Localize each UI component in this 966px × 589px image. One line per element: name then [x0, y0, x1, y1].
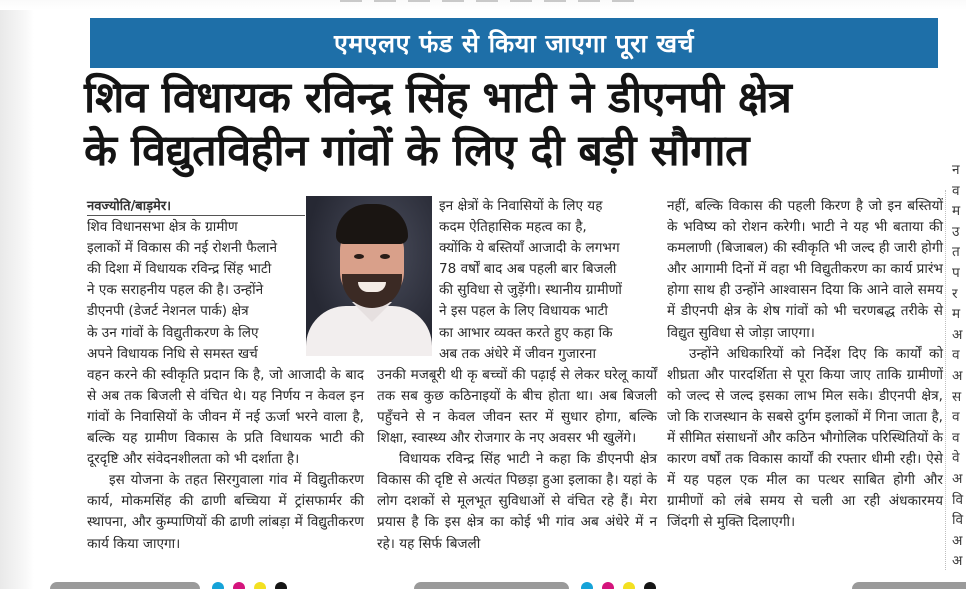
- fragment-line: उ: [952, 223, 960, 240]
- dateline: नवज्योति/बाड़मेर।: [87, 198, 305, 216]
- paragraph-5: उन्होंने अधिकारियों को निर्देश दिए कि कार्यों को शीघ्रता और पारदर्शिता से पूरा किया जाए ताकि ग्रामीणों को जल्द से जल्द इसका लाभ मिल सके। डीएनपी क्षेत्र, जो कि राजस्थान के सबसे दुर्गम इलाकों में गिना जाता है, में सीमित संसाधनों और कठिन भौगोलिक परिस्थितियों के कारण वर्षों तक विकास कार्यों की रफ्तार धीमी रही। ऐसे में यह पहल एक मील का पत्थर साबित होगी और ग्रामीणों को लंबे समय से चली आ रही अंधकारमय जिंदगी से मुक्ति दिलाएगी।: [667, 345, 943, 531]
- adjacent-article-fragment: [952, 160, 966, 580]
- fragment-line: अ: [952, 532, 963, 549]
- paragraph-1-continued: वहन करने की स्वीकृति प्रदान कि है, जो आजादी के बाद से अब तक बिजली से वंचित थे। यह निर्णय न केवल इन गांवों के निवासियों के जीवन में नई ऊर्जा भरने वाला है, बल्कि यह ग्रामीण विकास के प्रति विधायक भाटी की दूरदृष्टि और संवेदनशीलता को भी दर्शाता है।: [87, 366, 364, 468]
- kicker-banner: [90, 18, 938, 68]
- paragraph-3-continued: उनकी मजबूरी थी कृ बच्चों की पढ़ाई से लेकर घरेलू कार्यों तक सब कुछ कठिनाइयों के बीच होता था। अब बिजली पहुँचने से न केवल जीवन स्तर में सुधार होगा, बल्कि शिक्षा, स्वास्थ्य और रोजगार के नए अवसर भी खुलेंगे।: [377, 366, 657, 447]
- fragment-line: व: [952, 409, 960, 426]
- article-column-3: [667, 196, 943, 534]
- yellow-dot: [254, 582, 266, 589]
- paragraph-1-narrow: [87, 217, 303, 365]
- page-edge-shadow: [0, 0, 34, 589]
- column-rule: [945, 190, 946, 570]
- yellow-dot: [623, 582, 635, 589]
- paragraph-3-narrow: [439, 196, 657, 365]
- previous-article-bleed: [340, 0, 740, 4]
- text-line: का आभार व्यक्त करते हुए कहा कि: [439, 324, 613, 341]
- text-line: शिव विधानसभा क्षेत्र के ग्रामीण: [87, 219, 238, 236]
- fragment-line: व: [952, 347, 960, 364]
- fragment-line: व: [952, 429, 960, 446]
- text-line: 78 वर्षों बाद अब पहली बार बिजली: [439, 261, 617, 278]
- paragraph-4: विधायक रविन्द्र सिंह भाटी ने कहा कि डीएनपी क्षेत्र विकास की दृष्टि से अत्यंत पिछड़ा हुआ इलाका है। यहां के लोग दशकों से मूलभूत सुविधाओं से वंचित रहे हैं। मेरा प्रयास है कि इस क्षेत्र का कोई भी गांव अब अंधेरे में न रहे। यह सिर्फ बिजली: [377, 451, 657, 552]
- fragment-line: प: [952, 264, 960, 281]
- text-line: के उन गांवों के विद्युतीकरण के लिए: [87, 324, 259, 341]
- text-line: इन क्षेत्रों के निवासियों के लिए यह: [439, 198, 603, 214]
- text-line: डीएनपी (डेजर्ट नेशनल पार्क) क्षेत्र: [87, 303, 249, 320]
- fragment-line: म: [952, 203, 961, 220]
- headline-line-2: के विद्युतविहीन गांवों के लिए दी बड़ी सौगात: [84, 126, 750, 176]
- fragment-line: अ: [952, 367, 963, 384]
- text-line: की सुविधा से जुड़ेंगी। स्थानीय ग्रामीणों: [439, 282, 622, 299]
- magenta-dot: [233, 582, 245, 589]
- cyan-dot: [581, 582, 593, 589]
- print-registration-marks-2: [414, 582, 656, 589]
- kicker-text: एमएलए फंड से किया जाएगा पूरा खर्च: [334, 29, 694, 58]
- fragment-line: र: [952, 285, 958, 302]
- text-line: ने इस पहल के लिए विधायक भाटी: [439, 303, 608, 320]
- magenta-dot: [602, 582, 614, 589]
- fragment-line: न: [952, 162, 960, 178]
- text-line: अब तक अंधेरे में जीवन गुजारना: [439, 345, 596, 362]
- text-line: अपने विधायक निधि से समस्त खर्च: [87, 345, 258, 362]
- paragraph-4-continued: नहीं, बल्कि विकास की पहली किरण है जो इन बस्तियों के भविष्य को रोशन करेगी। भाटी ने यह भी बताया की कमलाणी (बिजाबल) की स्वीकृति भी जल्द ही जारी होगी और आगामी दिनों में वहा भी विद्युतीकरण का कार्य प्रारंभ होगा साथ ही उन्होंने आश्वासन दिया कि आने वाले समय में डीएनपी क्षेत्र के शेष गांवों को भी चरणबद्ध तरीके से विद्युत सुविधा से जोड़ा जाएगा।: [667, 198, 943, 341]
- registration-bar: [852, 582, 966, 589]
- print-registration-marks-1: [50, 582, 287, 589]
- text-line: की दिशा में विधायक रविन्द्र सिंह भाटी: [87, 261, 272, 278]
- fragment-line: व: [952, 182, 960, 199]
- text-line: ने एक सराहनीय पहल की है। उन्होंने: [87, 282, 264, 299]
- fragment-line: वि: [952, 491, 964, 508]
- fragment-line: अ: [952, 553, 963, 570]
- registration-bar: [414, 582, 569, 589]
- fragment-line: वे: [952, 450, 960, 467]
- paragraph-2: इस योजना के तहत सिरगुवाला गांव में विद्युतीकरण कार्य, मोकमसिंह की ढाणी बच्चिया में ट्रांसफार्मर की स्थापना, और कुम्पाणियों की ढाणी लांबड़ा में विद्युतीकरण कार्य किया जाएगा।: [87, 472, 364, 552]
- fragment-line: अ: [952, 326, 963, 343]
- black-dot: [275, 582, 287, 589]
- registration-bar: [50, 582, 200, 589]
- cyan-dot: [212, 582, 224, 589]
- headline: [84, 72, 946, 178]
- text-line: कदम ऐतिहासिक महत्व का है,: [439, 219, 587, 236]
- fragment-line: अ: [952, 470, 963, 487]
- article-column-2: [377, 196, 657, 555]
- fragment-line: त: [952, 244, 960, 261]
- fragment-line: वि: [952, 512, 964, 529]
- text-line: क्योंकि ये बस्तियाँ आजादी के लगभग: [439, 240, 620, 257]
- text-line: इलाकों में विकास की नई रोशनी फैलाने: [87, 240, 277, 257]
- headline-line-1: शिव विधायक रविन्द्र सिंह भाटी ने डीएनपी क्षेत्र: [84, 73, 792, 123]
- print-registration-marks-3: [852, 582, 966, 589]
- black-dot: [644, 582, 656, 589]
- fragment-line: म: [952, 306, 961, 323]
- fragment-line: स: [952, 388, 962, 405]
